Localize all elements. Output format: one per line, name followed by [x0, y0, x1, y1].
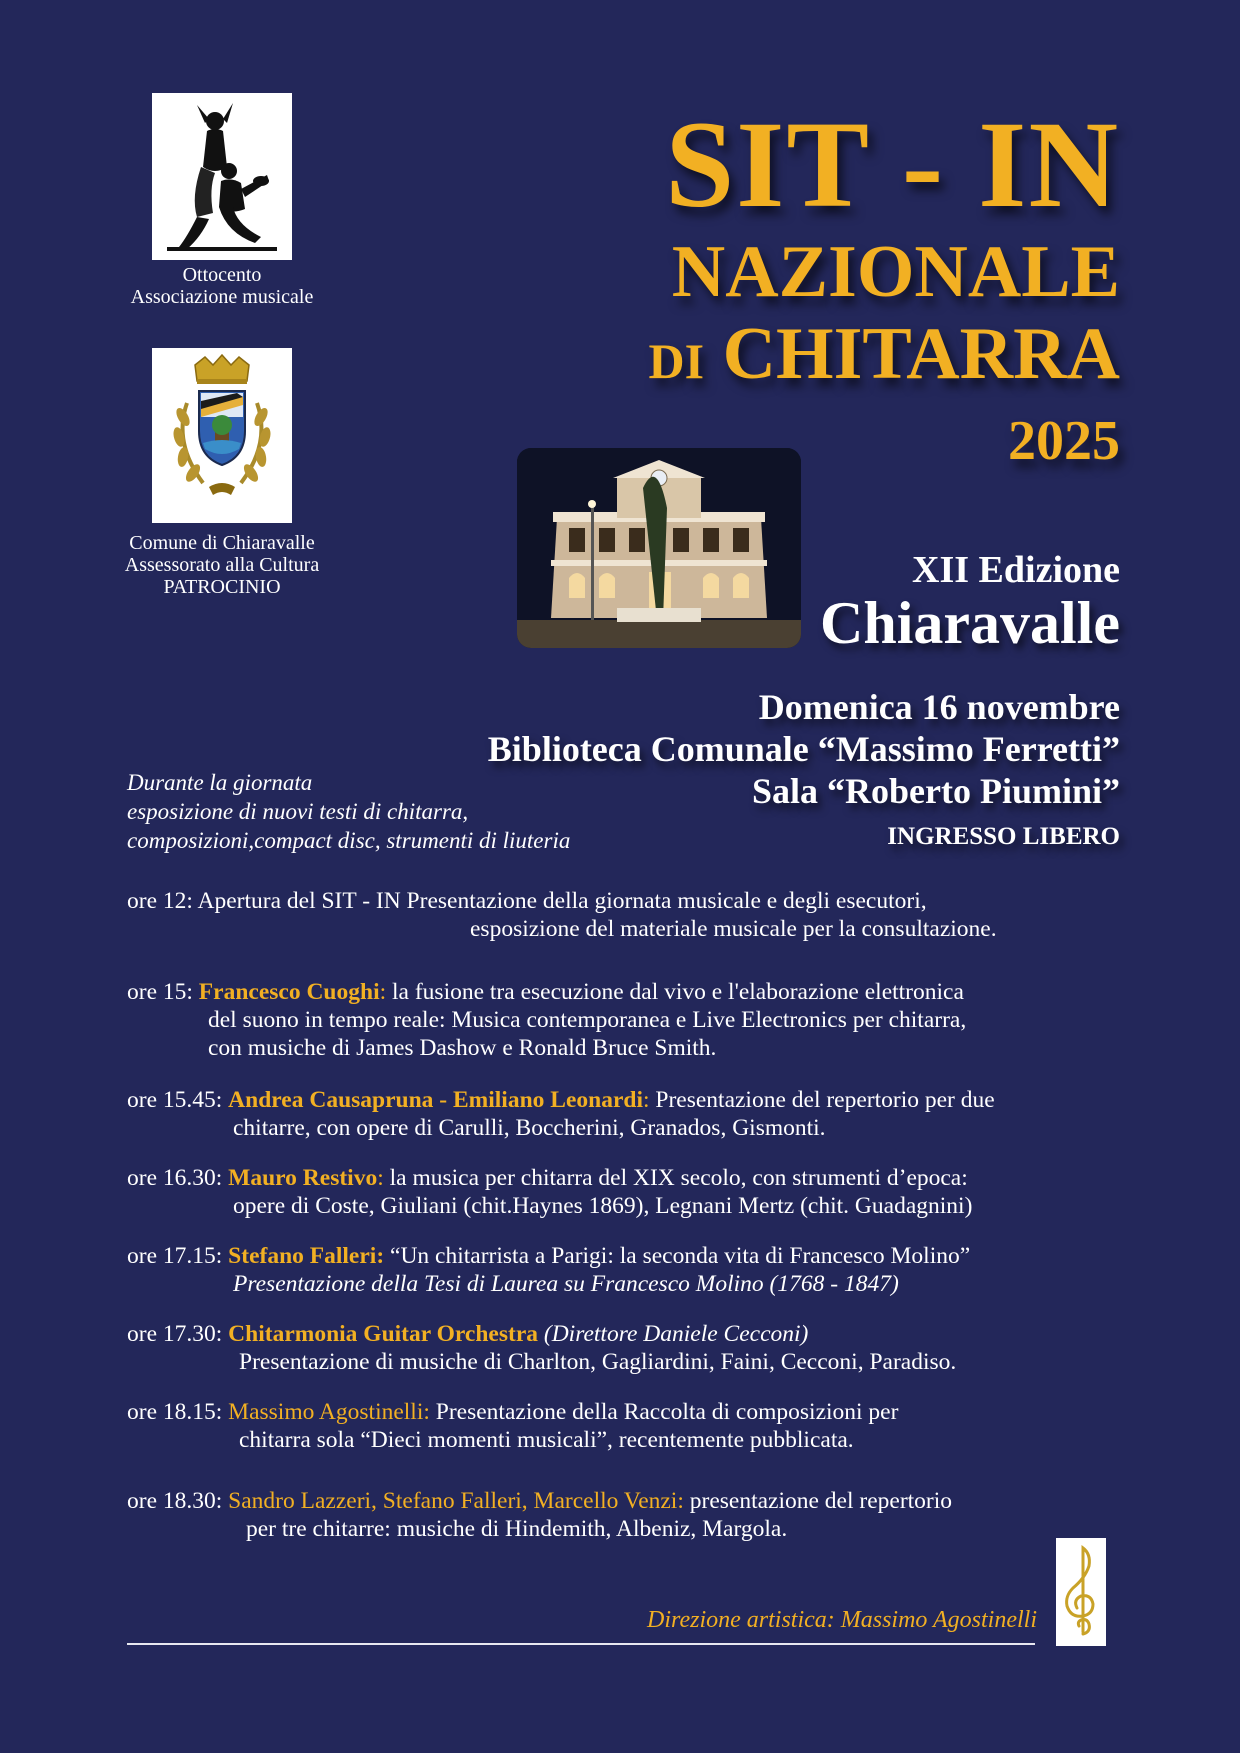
program-line [127, 1398, 1122, 1426]
edition-label: XII Edizione [912, 549, 1120, 591]
program-line: opere di Coste, Giuliani (chit.Haynes 1869), Legnani Mertz (chit. Guadagnini) [233, 1193, 973, 1219]
program-text: Presentazione della Raccolta di composizioni per [435, 1399, 899, 1425]
comune-name: Comune di Chiaravalle [129, 532, 315, 554]
program-time: ore 12: [127, 888, 193, 914]
program-performer: Mauro Restivo [228, 1165, 378, 1191]
ottocento-subtitle: Associazione musicale [130, 286, 314, 308]
town-hall-illustration [517, 448, 801, 648]
program-text: la musica per chitarra del XIX secolo, con strumenti d’epoca: [389, 1165, 968, 1191]
ottocento-name: Ottocento [182, 264, 262, 286]
program-item [127, 887, 1122, 943]
program-line: ore 15.45: Andrea Causapruna - Emiliano Leonardi: Presentazione del repertorio per due [127, 1087, 995, 1113]
program-item [127, 1320, 1122, 1376]
program-time: ore 15: [127, 979, 193, 1005]
event-room: Sala “Roberto Piumini” [751, 771, 1120, 811]
program-line: chitarra sola “Dieci momenti musicali”, recentemente pubblicata. [239, 1427, 854, 1453]
title-sit-in: SIT - IN [665, 96, 1120, 233]
side-note-line: esposizione di nuovi testi di chitarra, [127, 799, 469, 824]
program-performer: Francesco Cuoghi [198, 979, 380, 1005]
title-year: 2025 [1008, 410, 1120, 472]
footer-divider [127, 1643, 1035, 1645]
program-line: Presentazione di musiche di Charlton, Gagliardini, Faini, Cecconi, Paradiso. [239, 1349, 957, 1375]
comune-department: Assessorato alla Cultura [124, 554, 320, 576]
program-line: chitarre, con opere di Carulli, Boccherini, Granados, Gismonti. [233, 1115, 826, 1141]
program-time: ore 18.15: [127, 1399, 223, 1425]
program-performer: Massimo Agostinelli: [228, 1399, 430, 1425]
program-line [127, 1487, 1122, 1515]
treble-clef-icon [1056, 1538, 1106, 1646]
title-di: DI [648, 333, 705, 389]
program-line: con musiche di James Dashow e Ronald Bruce Smith. [208, 1035, 717, 1061]
program-time: ore 17.30: [127, 1321, 223, 1347]
program-time: ore 17.15: [127, 1243, 223, 1269]
program-line [127, 887, 1122, 915]
program-item [127, 1242, 1122, 1298]
program-line [127, 1320, 1122, 1348]
program-item [127, 1487, 1122, 1543]
program-performer: Stefano Falleri: [228, 1243, 385, 1269]
program-text: Presentazione del repertorio per due [655, 1087, 995, 1113]
treble-clef-glyph [1061, 1544, 1101, 1640]
comune-logo [152, 348, 292, 523]
program-performer: Chitarmonia Guitar Orchestra [228, 1321, 538, 1347]
program-text: presentazione del repertorio [689, 1488, 953, 1514]
program-note: (Direttore Daniele Cecconi) [543, 1321, 809, 1347]
program-time: ore 18.30: [127, 1488, 223, 1514]
program-line: per tre chitarre: musiche di Hindemith, Albeniz, Margola. [246, 1516, 788, 1542]
program-text: la fusione tra esecuzione dal vivo e l'elaborazione elettronica [392, 979, 964, 1005]
program-text: Apertura del SIT - IN Presentazione della giornata musicale e degli esecutori, [197, 888, 927, 914]
free-entry: INGRESSO LIBERO [887, 823, 1120, 850]
program-line: Presentazione della Tesi di Laurea su Francesco Molino (1768 - 1847) [233, 1271, 899, 1297]
program-time: ore 16.30: [127, 1165, 223, 1191]
comune-patrocinio: PATROCINIO [163, 576, 281, 598]
program-item [127, 1398, 1122, 1454]
ottocento-logo [152, 93, 292, 260]
program-line: esposizione del materiale musicale per la consultazione. [470, 916, 997, 942]
side-note [127, 768, 570, 855]
program-line: del suono in tempo reale: Musica contemporanea e Live Electronics per chitarra, [208, 1007, 967, 1033]
program-item [127, 1164, 1122, 1220]
municipal-coat-of-arms [157, 353, 287, 518]
title-di-chitarra [648, 314, 1120, 401]
program-line: ore 16.30: Mauro Restivo: la musica per chitarra del XIX secolo, con strumenti d’epoca: [127, 1165, 968, 1191]
program-text: “Un chitarrista a Parigi: la seconda vita di Francesco Molino” [390, 1243, 971, 1269]
artistic-direction: Direzione artistica: Massimo Agostinelli [647, 1607, 1037, 1633]
program-item [127, 978, 1122, 1062]
event-date: Domenica 16 novembre [758, 687, 1120, 727]
program-item [127, 1086, 1122, 1142]
program-line: ore 15: Francesco Cuoghi: la fusione tra esecuzione dal vivo e l'elaborazione elettronica [127, 979, 964, 1005]
town-hall-photo [517, 448, 801, 648]
side-note-line: Durante la giornata [127, 770, 313, 795]
city-name: Chiaravalle [820, 590, 1120, 656]
ottocento-caption [90, 264, 354, 308]
program-performer: Sandro Lazzeri, Stefano Falleri, Marcello Venzi: [228, 1488, 684, 1514]
event-venue: Biblioteca Comunale “Massimo Ferretti” [487, 729, 1120, 769]
title-chitarra: CHITARRA [722, 313, 1120, 395]
title-nazionale: NAZIONALE [671, 231, 1120, 313]
dancing-couple-illustration [157, 97, 287, 257]
side-note-line: composizioni,compact disc, strumenti di liuteria [127, 828, 571, 853]
program-line [127, 1242, 1122, 1270]
program-performer: Andrea Causapruna - Emiliano Leonardi [228, 1087, 643, 1113]
program-time: ore 15.45: [127, 1087, 223, 1113]
comune-caption [90, 532, 354, 598]
